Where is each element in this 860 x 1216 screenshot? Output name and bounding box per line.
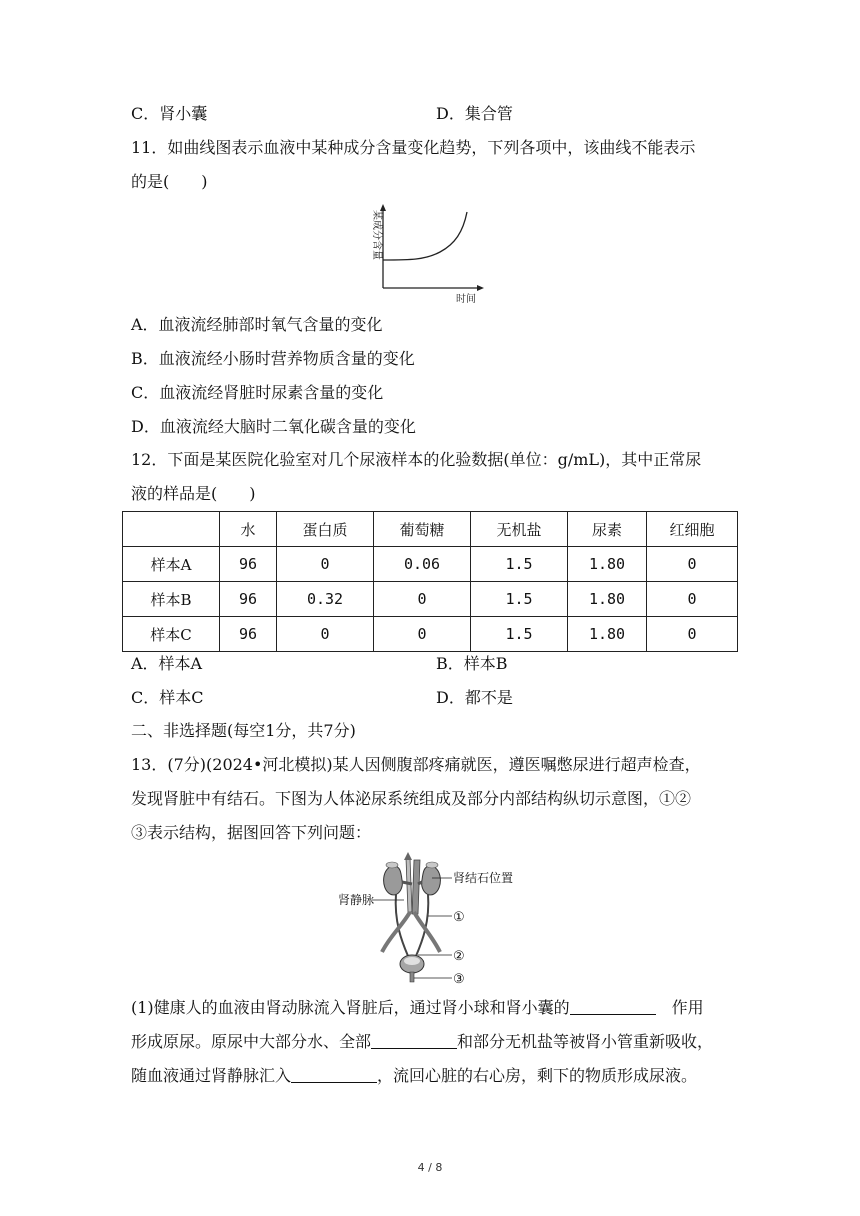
table-row [123, 582, 738, 617]
label-renal-vein: 肾静脉 [338, 893, 375, 907]
q11-option-c: C．血液流经肾脏时尿素含量的变化 [131, 383, 384, 402]
q13-sub1-line3 [131, 1065, 697, 1087]
aorta-arrow [404, 852, 412, 860]
table-cell: 96 [220, 547, 277, 582]
q11-graph [355, 202, 505, 307]
graph-xlabel: 时间 [456, 294, 476, 305]
left-kidney-shape [384, 866, 403, 895]
table-cell: 0 [277, 617, 374, 652]
table-cell: 1.80 [568, 547, 647, 582]
table-cell: 1.5 [471, 582, 568, 617]
graph-ylabel: 某成分含量 [371, 210, 382, 260]
table-cell: 0 [647, 617, 738, 652]
q11-option-b: B．血液流经小肠时营养物质含量的变化 [131, 349, 415, 368]
table-row [123, 617, 738, 652]
label-2: ② [453, 949, 465, 964]
table-header-cell: 尿素 [568, 512, 647, 547]
table-cell: 1.80 [568, 582, 647, 617]
table-cell: 0.32 [277, 582, 374, 617]
table-header-cell: 葡萄糖 [374, 512, 471, 547]
table-header-cell: 红细胞 [647, 512, 738, 547]
q12-stem-line2: 液的样品是( ) [131, 484, 256, 503]
table-cell: 0 [374, 582, 471, 617]
q11-stem-line2: 的是( ) [131, 172, 208, 191]
urinary-system-figure [332, 852, 532, 987]
table-cell: 样本C [123, 617, 220, 652]
table-cell: 0 [374, 617, 471, 652]
q12-option-b: B．样本B [436, 654, 508, 673]
table-cell: 1.80 [568, 617, 647, 652]
q10-option-c: C．肾小囊 [131, 104, 208, 123]
answer-blank[interactable] [291, 1066, 377, 1083]
renal-vein-shape [402, 882, 412, 884]
table-header-cell [123, 512, 220, 547]
q13-sub1-text: 和部分无机盐等被肾小管重新吸收， [457, 1032, 714, 1051]
vena-cava-shape [412, 860, 420, 914]
table-header-cell: 无机盐 [471, 512, 568, 547]
q13-sub1-line2 [131, 1031, 713, 1053]
q13-stem-line2: 发现肾脏中有结石。下图为人体泌尿系统组成及部分内部结构纵切示意图，①② [131, 789, 692, 808]
table-header-row [123, 512, 738, 547]
q13-sub1-text: (1)健康人的血液由肾动脉流入肾脏后，通过肾小球和肾小囊的 [131, 998, 570, 1017]
table-cell: 0 [277, 547, 374, 582]
q11-option-d: D．血液流经大脑时二氧化碳含量的变化 [131, 417, 416, 436]
q12-table [122, 511, 738, 652]
label-kidney-stone: 肾结石位置 [453, 871, 514, 885]
graph-curve [383, 212, 467, 260]
right-kidney-shape [422, 866, 441, 895]
q13-sub1-text: 随血液通过肾静脉汇入 [131, 1066, 292, 1085]
q12-option-a: A．样本A [131, 654, 203, 673]
q11-stem-line1: 11．如曲线图表示血液中某种成分含量变化趋势，下列各项中，该曲线不能表示 [131, 138, 696, 157]
q13-stem-line1: 13．(7分)(2024•河北模拟)某人因侧腹部疼痛就医，遵医嘱憋尿进行超声检查， [131, 755, 701, 774]
answer-blank[interactable] [371, 1032, 457, 1049]
table-row [123, 547, 738, 582]
table-cell: 1.5 [471, 617, 568, 652]
label-1: ① [453, 910, 465, 925]
q12-option-d: D．都不是 [436, 688, 513, 707]
q13-sub1-text: ，流回心脏的右心房，剩下的物质形成尿液。 [377, 1066, 698, 1085]
q11-option-a: A．血液流经肺部时氧气含量的变化 [131, 315, 383, 334]
table-cell: 96 [220, 617, 277, 652]
q12-stem-line1: 12．下面是某医院化验室对几个尿液样本的化验数据(单位：g/mL)，其中正常尿 [131, 450, 702, 469]
table-header-cell: 蛋白质 [277, 512, 374, 547]
q13-stem-line3: ③表示结构，据图回答下列问题： [131, 823, 372, 842]
answer-blank[interactable] [570, 998, 656, 1015]
table-cell: 1.5 [471, 547, 568, 582]
section-heading: 二、非选择题(每空1分，共7分) [131, 721, 356, 740]
q10-option-d: D．集合管 [436, 104, 513, 123]
table-cell: 96 [220, 582, 277, 617]
table-cell: 样本A [123, 547, 220, 582]
q13-sub1-line1 [131, 997, 704, 1019]
urethra-shape [410, 972, 414, 982]
table-cell: 0.06 [374, 547, 471, 582]
label-3: ③ [453, 972, 465, 987]
graph-x-arrow [477, 285, 484, 291]
q13-sub1-text: 作用 [671, 998, 704, 1017]
q13-sub1-text: 形成原尿。原尿中大部分水、全部 [131, 1032, 372, 1051]
q12-option-c: C．样本C [131, 688, 204, 707]
page-number: 4 / 8 [417, 1161, 443, 1174]
table-cell: 0 [647, 582, 738, 617]
table-cell: 样本B [123, 582, 220, 617]
table-header-cell: 水 [220, 512, 277, 547]
table-cell: 0 [647, 547, 738, 582]
